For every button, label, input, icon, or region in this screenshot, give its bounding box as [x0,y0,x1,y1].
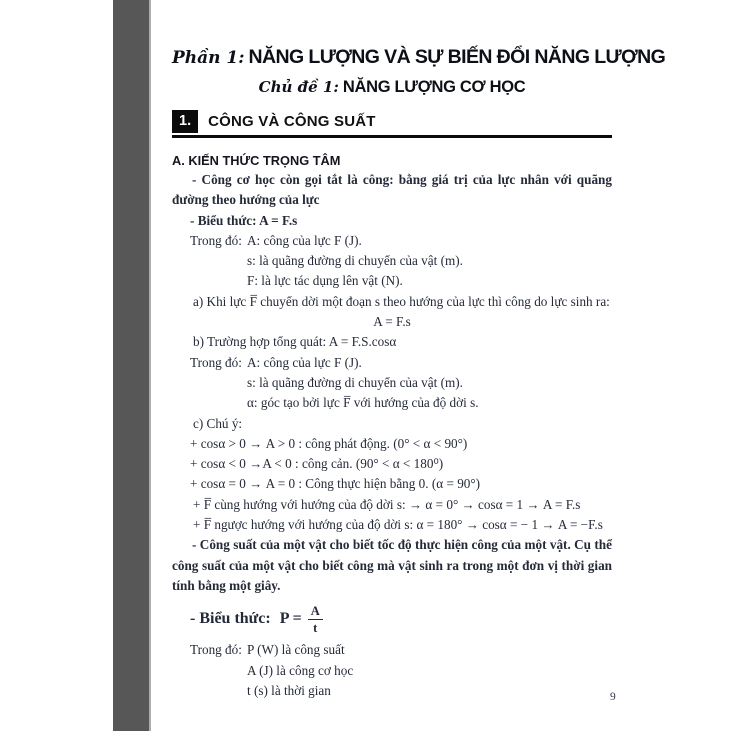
part-title [172,46,666,69]
topic-title [172,78,612,97]
in-which-item: A (J) là công cơ học [247,662,354,678]
page-content [172,0,666,701]
fraction-denominator: t [313,620,318,635]
topic-label: Chủ đề 1: [258,78,339,96]
in-which-label: Trong đó: [190,232,242,248]
in-which-item: t (s) là thời gian [247,682,331,698]
in-which-item: s: là quãng đường di chuyển của vật (m). [247,374,463,390]
page-number: 9 [610,691,616,703]
fraction-numerator: A [308,604,323,620]
section-number-badge: 1. [172,110,198,133]
part-title-text: NĂNG LƯỢNG VÀ SỰ BIẾN ĐỔI NĂNG LƯỢNG [248,46,666,68]
in-which-item: s: là quãng đường di chuyển của vật (m). [247,253,463,269]
section-header [172,110,612,138]
case-c-line: c) Chú ý: [193,415,243,431]
in-which-item: α: góc tạo bởi lực F̅ với hướng của độ dời s. [247,395,479,411]
in-which-row [190,231,612,251]
part-label: Phần 1: [172,48,245,68]
case-b-line: b) Trường hợp tổng quát: A = F.S.cosα [193,334,397,350]
in-which-row [190,353,612,373]
in-which-block-1 [172,231,612,292]
in-which-item: A: công của lực F (J). [247,354,362,370]
note-line: + cosα = 0 → A = 0 : Công thực hiện bằng 0. (α = 90°) [190,476,481,492]
work-definition-paragraph: - Công cơ học còn gọi tắt là công: bằng giá trị của lực nhân với quãng đường theo hướng của lực [172,172,612,208]
power-definition-paragraph: - Công suất của một vật cho biết tốc độ thực hiện công của một vật. Cụ thể công suất của một vật cho biết công mà vật sinh ra trong một đơn vị thời gian tính bằng một giây. [172,537,612,593]
knowledge-heading: A. KIẾN THỨC TRỌNG TÂM [172,153,341,168]
case-a-line: a) Khi lực F̅ chuyển dời một đoạn s theo hướng của lực thì công do lực sinh ra: [193,293,610,309]
power-formula-label: - Biểu thức: [190,610,271,628]
section-title: CÔNG VÀ CÔNG SUẤT [208,113,376,130]
in-which-label: Trong đó: [190,642,242,658]
in-which-row [190,640,612,660]
note-line: + F̅ ngược hướng với hướng của độ dời s: α = 180° → cosα = − 1 → A = −F.s [193,517,603,533]
power-formula-lhs: P = [279,610,302,628]
in-which-item: P (W) là công suất [247,642,345,658]
power-formula [190,602,612,636]
note-line: + cosα > 0 → A > 0 : công phát động. (0° < α < 90°) [190,435,468,451]
page-spine-bar [113,0,151,731]
topic-title-text: NĂNG LƯỢNG CƠ HỌC [342,78,526,96]
in-which-block-2 [172,353,612,414]
in-which-block-3 [172,640,612,701]
work-formula-line: - Biểu thức: A = F.s [190,212,298,228]
in-which-item: F: là lực tác dụng lên vật (N). [247,273,403,289]
in-which-label: Trong đó: [190,354,242,370]
centered-formula: A = F.s [373,314,411,330]
in-which-item: A: công của lực F (J). [247,232,362,248]
fraction [308,604,323,635]
note-line: + F̅ cùng hướng với hướng của độ dời s: → α = 0° → cosα = 1 → A = F.s [193,496,581,512]
note-line: + cosα < 0 →A < 0 : công cản. (90° < α < 180⁰) [190,456,444,472]
